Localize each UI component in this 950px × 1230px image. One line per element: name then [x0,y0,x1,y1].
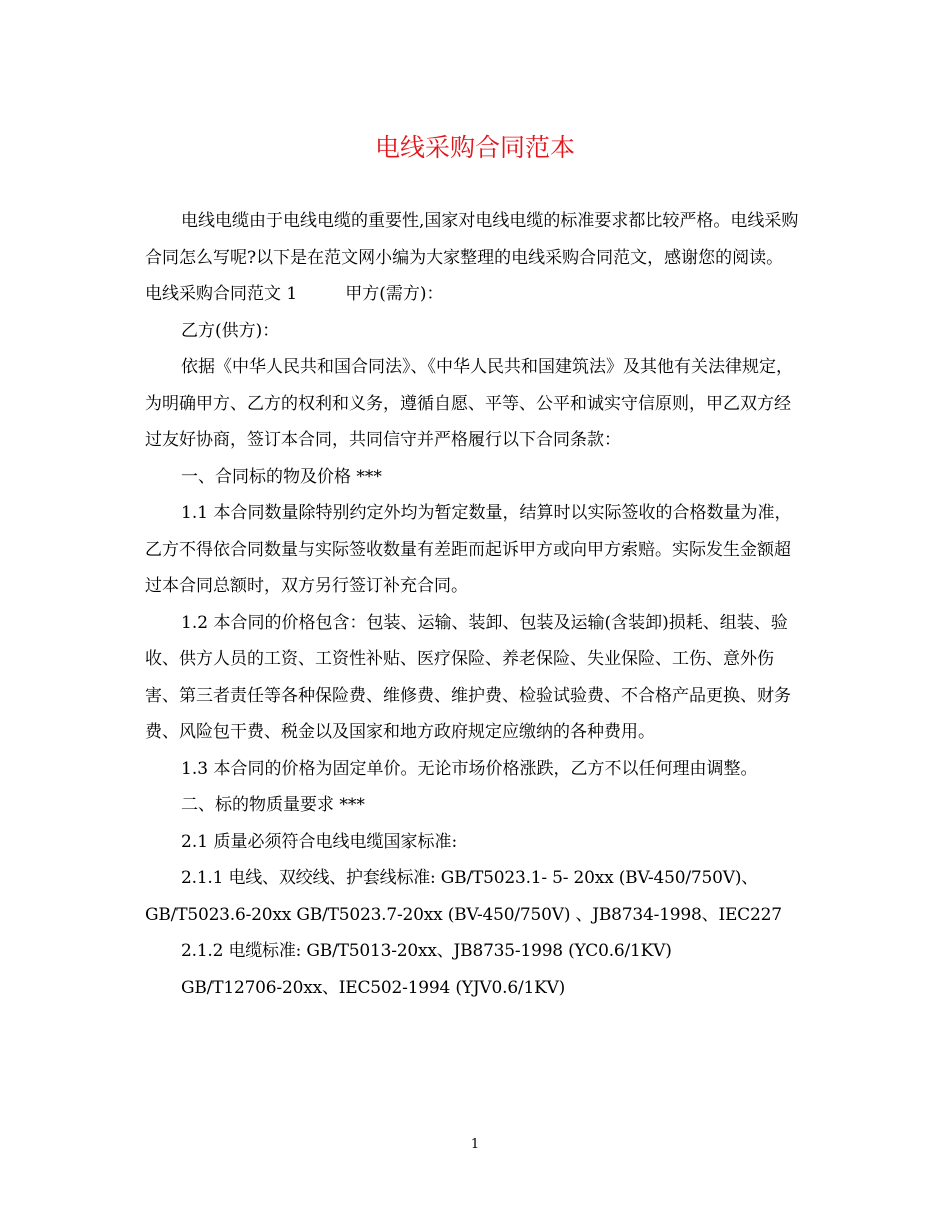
intro-paragraph: 电线电缆由于电线电缆的重要性,国家对电线电缆的标准要求都比较严格。电线采购合同怎么写呢?以下是在范文网小编为大家整理的电线采购合同范文，感谢您的阅读。 [145,211,799,268]
section-1-heading: 一、合同标的物及价格 *** [181,466,382,487]
clause-2-1-2-line-1: 2.1.2 电缆标准: GB/T5013-20xx、JB8735-1998 (YC0.6/1KV) [181,941,672,961]
clause-1-3: 1.3 本合同的价格为固定单价。无论市场价格涨跌，乙方不以任何理由调整。 [181,758,758,779]
section-2-heading: 二、标的物质量要求 *** [181,795,365,815]
party-b-label: 乙方(供方)： [181,320,280,341]
clause-2-1: 2.1 质量必须符合电线电缆国家标准: [181,831,458,852]
page-number: 1 [470,1137,480,1152]
clause-1-1: 1.1 本合同数量除特别约定外均为暂定数量，结算时以实际签收的合格数量为准，乙方不得依合同数量与实际签收数量有差距而起诉甲方或向甲方索赔。实际发生金额超过本合同总额时，双方另行签订补充合同。 [145,503,792,596]
clause-2-1-1-line-2: GB/T5023.6-20xx GB/T5023.7-20xx (BV-450/750V) 、JB8734-1998、IEC227 [145,904,782,925]
sample-heading-line [145,276,807,313]
clause-2-1-2-line-2: GB/T12706-20xx、IEC502-1994 (YJV0.6/1KV) [181,977,566,998]
document-title: 电线采购合同范本 [374,133,575,162]
document-body [145,203,807,1006]
preamble-paragraph: 依据《中华人民共和国合同法》、《中华人民共和国建筑法》及其他有关法律规定，为明确甲方、乙方的权利和义务，遵循自愿、平等、公平和诚实守信原则，甲乙双方经过友好协商，签订本合同，共同信守并严格履行以下合同条款： [145,357,793,450]
clause-2-1-1-line-1: 2.1.1 电线、双绞线、护套线标准: GB/T5023.1- 5- 20xx (BV-450/750V)、 [181,868,759,888]
party-a-label: 甲方(需方)： [345,284,444,304]
clause-1-2: 1.2 本合同的价格包含：包装、运输、装卸、包装及运输(含装卸)损耗、组装、验收、供方人员的工资、工资性补贴、医疗保险、养老保险、失业保险、工伤、意外伤害、第三者责任等各种保险费、维修费、维护费、检验试验费、不合格产品更换、财务费、风险包干费、税金以及国家和地方政府规定应缴纳的各种费用。 [145,612,791,742]
sample-heading: 电线采购合同范文 1 [145,284,298,304]
